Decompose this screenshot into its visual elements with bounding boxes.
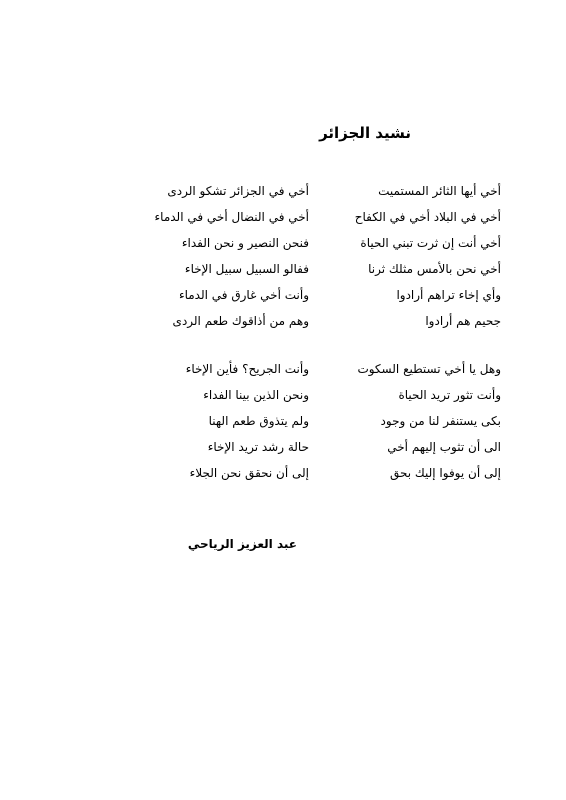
verse-line [141, 178, 501, 204]
verse-first-hemistich: وأي إخاء تراهم أرادوا [396, 288, 501, 302]
verse-first-hemistich: أخي نحن بالأمس مثلك ثرنا [368, 262, 501, 276]
verse-second-hemistich: أخي في النضال أخي في الدماء [154, 210, 309, 224]
verse-second-hemistich: وأنت أخي غارق في الدماء [178, 288, 309, 302]
stanza-1 [141, 178, 501, 334]
verse-second-hemistich: فنحن النصير و نحن الفداء [181, 236, 309, 250]
verse-line [141, 204, 501, 230]
verse-second-hemistich: ففالو السبيل سبيل الإخاء [184, 262, 309, 276]
verse-first-hemistich: الى أن تثوب إليهم أخي [387, 440, 501, 454]
verse-second-hemistich: أخي في الجزائر تشكو الردى [167, 184, 309, 198]
verse-first-hemistich: جحيم هم أرادوا [425, 314, 501, 328]
verse-first-hemistich: أخي أنت إن ثرت تبني الحياة [360, 236, 501, 250]
verse-second-hemistich: حالة رشد تريد الإخاء [207, 440, 309, 454]
verse-line [141, 308, 501, 334]
verse-line [141, 434, 501, 460]
verse-line [141, 408, 501, 434]
verse-line [141, 382, 501, 408]
verse-line [141, 256, 501, 282]
stanza-2 [141, 356, 501, 486]
verse-second-hemistich: ونحن الذين بينا الفداء [203, 388, 309, 402]
verse-line [141, 282, 501, 308]
verse-line [141, 230, 501, 256]
author-signature: عبد العزيز الرياحي [187, 537, 297, 551]
poem-title: نشيد الجزائر [319, 124, 411, 142]
verse-first-hemistich: وهل يا أخي تستطيع السكوت [357, 362, 501, 376]
verse-first-hemistich: وأنت تثور تريد الحياة [398, 388, 501, 402]
verse-line [141, 460, 501, 486]
verse-first-hemistich: أخي أيها الثائر المستميت [378, 184, 501, 198]
verse-first-hemistich: أخي في البلاد أخي في الكفاح [354, 210, 501, 224]
verse-first-hemistich: بكى يستنفر لنا من وجود [380, 414, 501, 428]
verse-second-hemistich: وهم من أذاقوك طعم الردى [172, 314, 309, 328]
verse-second-hemistich: وأنت الجريح؟ فأين الإخاء [185, 362, 309, 376]
verse-second-hemistich: ولم يتذوق طعم الهنا [208, 414, 309, 428]
verse-second-hemistich: إلى أن نحقق نحن الجلاء [189, 466, 309, 480]
verse-first-hemistich: إلى أن يوفوا إليك بحق [389, 466, 501, 480]
verse-line [141, 356, 501, 382]
